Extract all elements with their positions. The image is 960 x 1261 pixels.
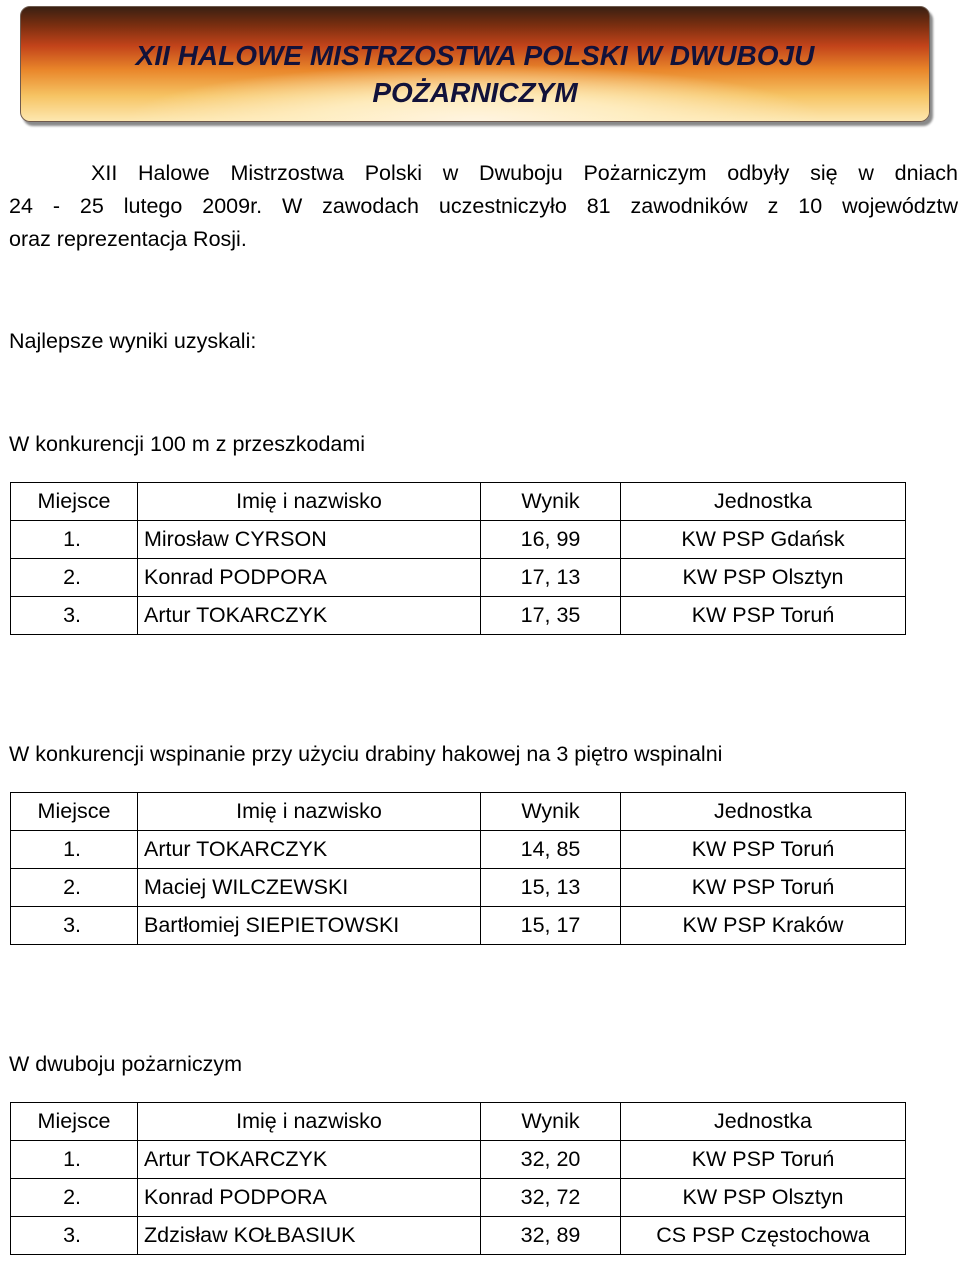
page-title: [21, 37, 929, 111]
results-table-3: [10, 1102, 906, 1255]
cell-place: 2.: [11, 869, 138, 907]
header-result: Wynik: [481, 1103, 621, 1141]
header-place: Miejsce: [11, 1103, 138, 1141]
cell-name: Konrad PODPORA: [138, 1179, 481, 1217]
cell-place: 1.: [11, 831, 138, 869]
cell-result: 17, 35: [481, 597, 621, 635]
cell-name: Mirosław CYRSON: [138, 521, 481, 559]
cell-unit: KW PSP Toruń: [621, 831, 906, 869]
intro-line-3: oraz reprezentacja Rosji.: [9, 227, 247, 251]
cell-place: 2.: [11, 559, 138, 597]
table-header-row: [11, 1103, 906, 1141]
intro-line-1: XII Halowe Mistrzostwa Polski w Dwuboju Pożarniczym odbyły się w dniach: [91, 161, 958, 185]
cell-result: 15, 13: [481, 869, 621, 907]
cell-name: Artur TOKARCZYK: [138, 831, 481, 869]
cell-result: 32, 72: [481, 1179, 621, 1217]
cell-result: 15, 17: [481, 907, 621, 945]
cell-unit: KW PSP Toruń: [621, 597, 906, 635]
page-title-line-2: POŻARNICZYM: [372, 77, 578, 108]
competition-title-3: W dwuboju pożarniczym: [9, 1052, 243, 1076]
intro-paragraph: [9, 157, 958, 256]
header-name: Imię i nazwisko: [138, 483, 481, 521]
table-header-row: [11, 483, 906, 521]
title-banner: [20, 6, 930, 122]
cell-place: 3.: [11, 907, 138, 945]
table-row: [11, 559, 906, 597]
page-title-line-1: XII HALOWE MISTRZOSTWA POLSKI W DWUBOJU: [135, 40, 815, 71]
header-unit: Jednostka: [621, 1103, 906, 1141]
header-place: Miejsce: [11, 483, 138, 521]
table-row: [11, 1217, 906, 1255]
header-name: Imię i nazwisko: [138, 793, 481, 831]
header-place: Miejsce: [11, 793, 138, 831]
cell-place: 3.: [11, 1217, 138, 1255]
cell-result: 14, 85: [481, 831, 621, 869]
cell-result: 16, 99: [481, 521, 621, 559]
header-result: Wynik: [481, 483, 621, 521]
cell-place: 2.: [11, 1179, 138, 1217]
cell-name: Artur TOKARCZYK: [138, 597, 481, 635]
table-row: [11, 869, 906, 907]
cell-result: 17, 13: [481, 559, 621, 597]
cell-unit: KW PSP Gdańsk: [621, 521, 906, 559]
table-row: [11, 597, 906, 635]
cell-place: 1.: [11, 521, 138, 559]
cell-unit: KW PSP Olsztyn: [621, 559, 906, 597]
cell-result: 32, 89: [481, 1217, 621, 1255]
table-row: [11, 1179, 906, 1217]
cell-unit: KW PSP Kraków: [621, 907, 906, 945]
header-unit: Jednostka: [621, 793, 906, 831]
table-row: [11, 521, 906, 559]
results-table-1: [10, 482, 906, 635]
cell-name: Maciej WILCZEWSKI: [138, 869, 481, 907]
cell-place: 1.: [11, 1141, 138, 1179]
header-name: Imię i nazwisko: [138, 1103, 481, 1141]
competition-title-2: W konkurencji wspinanie przy użyciu drabiny hakowej na 3 piętro wspinalni: [9, 742, 723, 766]
cell-unit: KW PSP Toruń: [621, 869, 906, 907]
cell-name: Konrad PODPORA: [138, 559, 481, 597]
cell-name: Zdzisław KOŁBASIUK: [138, 1217, 481, 1255]
results-table-2: [10, 792, 906, 945]
table-row: [11, 907, 906, 945]
table-row: [11, 1141, 906, 1179]
table-header-row: [11, 793, 906, 831]
cell-name: Bartłomiej SIEPIETOWSKI: [138, 907, 481, 945]
cell-unit: KW PSP Olsztyn: [621, 1179, 906, 1217]
cell-unit: KW PSP Toruń: [621, 1141, 906, 1179]
header-unit: Jednostka: [621, 483, 906, 521]
table-row: [11, 831, 906, 869]
cell-unit: CS PSP Częstochowa: [621, 1217, 906, 1255]
cell-name: Artur TOKARCZYK: [138, 1141, 481, 1179]
best-results-label: Najlepsze wyniki uzyskali:: [9, 329, 257, 353]
intro-line-2: 24 - 25 lutego 2009r. W zawodach uczestniczyło 81 zawodników z 10 województw: [9, 194, 958, 218]
header-result: Wynik: [481, 793, 621, 831]
cell-place: 3.: [11, 597, 138, 635]
cell-result: 32, 20: [481, 1141, 621, 1179]
competition-title-1: W konkurencji 100 m z przeszkodami: [9, 432, 366, 456]
